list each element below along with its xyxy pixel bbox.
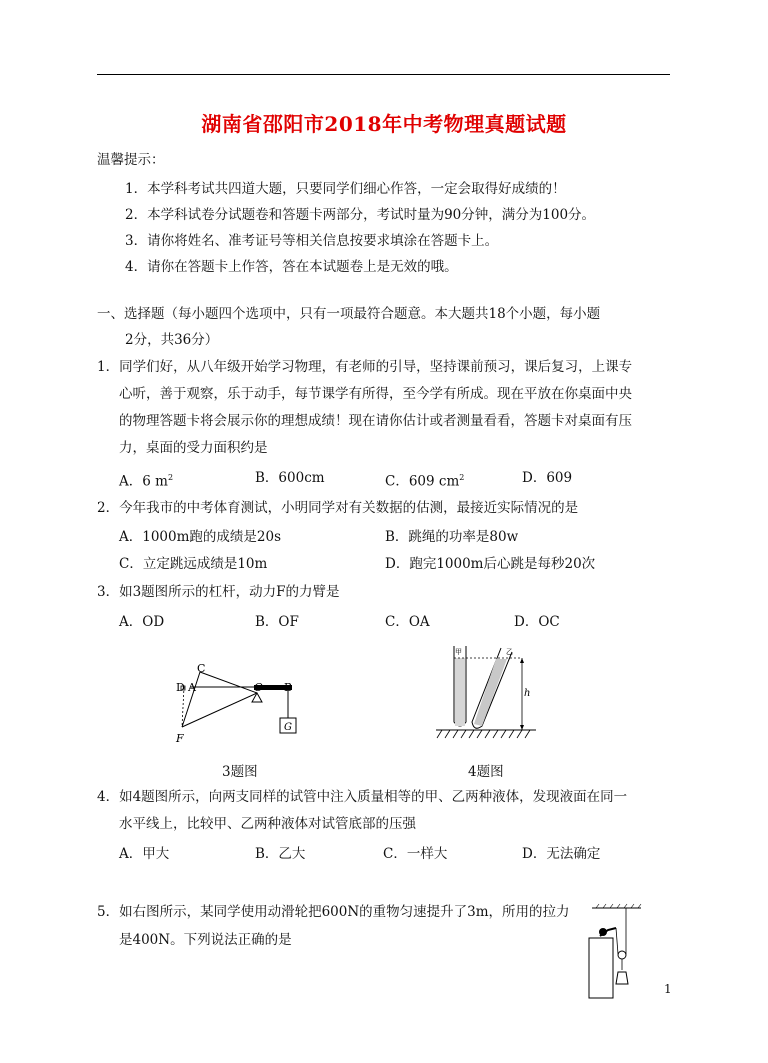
q3-option-d: D．OC	[514, 614, 560, 630]
rope-left	[616, 928, 618, 954]
q5-line-1: 5．如右图所示，某同学使用动滑轮把600N的重物匀速提升了3m，所用的拉力	[97, 904, 570, 920]
ceiling-hatch	[596, 904, 641, 908]
arm-oc	[200, 672, 257, 693]
liquid-yi	[474, 659, 507, 726]
movable-pulley	[618, 951, 626, 959]
label-o: O	[254, 681, 264, 694]
page-number: 1	[664, 982, 672, 996]
label-yi: 乙	[506, 648, 513, 656]
figure-3-lever	[170, 660, 310, 750]
q1-option-a	[119, 469, 173, 491]
q2-option-d: D．跑完1000m后心跳是每秒20次	[385, 556, 596, 572]
platform	[589, 938, 613, 998]
label-d: D	[176, 681, 185, 694]
q4-option-b: B．乙大	[255, 846, 306, 862]
arm-of	[182, 693, 257, 727]
label-a: A	[188, 681, 196, 694]
page-title: 湖南省邵阳市2018年中考物理真题试题	[201, 112, 567, 136]
h-arrow-top	[520, 658, 524, 663]
q2-option-b: B．跳绳的功率是80w	[385, 529, 519, 545]
q3-option-a: A．OD	[119, 614, 165, 630]
notice-item-4: 4．请你在答题卡上作答，答在本试题卷上是无效的哦。	[125, 259, 458, 275]
q1-line-1: 1．同学们好，从八年级开始学习物理，有老师的引导，坚持课前预习，课后复习，上课专	[97, 359, 633, 375]
q2-stem: 2．今年我市的中考体育测试，小明同学对有关数据的估测，最接近实际情况的是	[97, 500, 579, 516]
h-arrow-bottom	[520, 725, 524, 730]
q3-option-c: C．OA	[385, 614, 430, 630]
label-jia: 甲	[455, 648, 462, 656]
figure-3-caption: 3题图	[222, 764, 258, 780]
q2-option-a: A．1000m跑的成绩是20s	[119, 529, 282, 545]
label-c: C	[197, 662, 206, 675]
label-h: h	[524, 688, 531, 699]
notice-item-2: 2．本学科试卷分试题卷和答题卡两部分，考试时量为90分钟，满分为100分。	[125, 207, 596, 223]
load	[616, 972, 628, 984]
q3-option-b: B．OF	[255, 614, 299, 630]
label-b: B	[284, 681, 293, 694]
figure-5-pulley	[586, 900, 646, 1000]
q4-option-d: D．无法确定	[522, 846, 601, 862]
q1-option-c	[385, 469, 464, 491]
q1-line-2: 心听，善于观察，乐于动手，每节课学有所得，至今学有所成。现在平放在你桌面中央	[119, 386, 632, 402]
q4-line-2: 水平线上，比较甲、乙两种液体对试管底部的压强	[119, 816, 416, 832]
notice-heading: 温馨提示：	[97, 152, 165, 168]
notice-item-1: 1．本学科考试共四道大题，只要同学们细心作答，一定会取得好成绩的！	[125, 181, 566, 197]
q2-option-c: C．立定跳远成绩是10m	[119, 556, 268, 572]
q1-option-c-text: C．609 cm	[385, 473, 460, 490]
section1-heading: 一、选择题（每小题四个选项中，只有一项最符合题意。本大题共18个小题，每小题	[97, 306, 601, 322]
q4-line-1: 4．如4题图所示，向两支同样的试管中注入质量相等的甲、乙两种液体，发现液面在同一	[97, 789, 628, 805]
liquid-jia	[455, 658, 465, 726]
section1-heading-cont: 2分，共36分）	[125, 332, 219, 348]
q3-stem: 3．如3题图所示的杠杆，动力F的力臂是	[97, 584, 340, 600]
q4-option-c: C．一样大	[383, 846, 448, 862]
header-rule	[97, 74, 670, 75]
q4-option-a: A．甲大	[119, 846, 170, 862]
q1-line-3: 的物理答题卡将会展示你的理想成绩！现在请你估计或者测量看看，答题卡对桌面有压	[119, 413, 632, 429]
q5-line-2: 是400N。下列说法正确的是	[119, 932, 292, 948]
ground-hatch	[437, 730, 530, 738]
q1-option-d: D．609	[522, 470, 573, 486]
q1-option-c-sup: 2	[459, 473, 465, 482]
q1-option-b: B．600cm	[255, 470, 325, 486]
notice-item-3: 3．请你将姓名、准考证号等相关信息按要求填涂在答题卡上。	[125, 233, 499, 249]
label-f: F	[176, 732, 184, 745]
q1-line-4: 力，桌面的受力面积约是	[119, 440, 268, 456]
figure-4-caption: 4题图	[468, 764, 504, 780]
q1-option-a-sup: 2	[167, 473, 174, 482]
figure-4-test-tubes	[436, 640, 546, 750]
label-g: G	[284, 722, 292, 733]
q1-option-a-text: A．6 m	[119, 473, 168, 490]
